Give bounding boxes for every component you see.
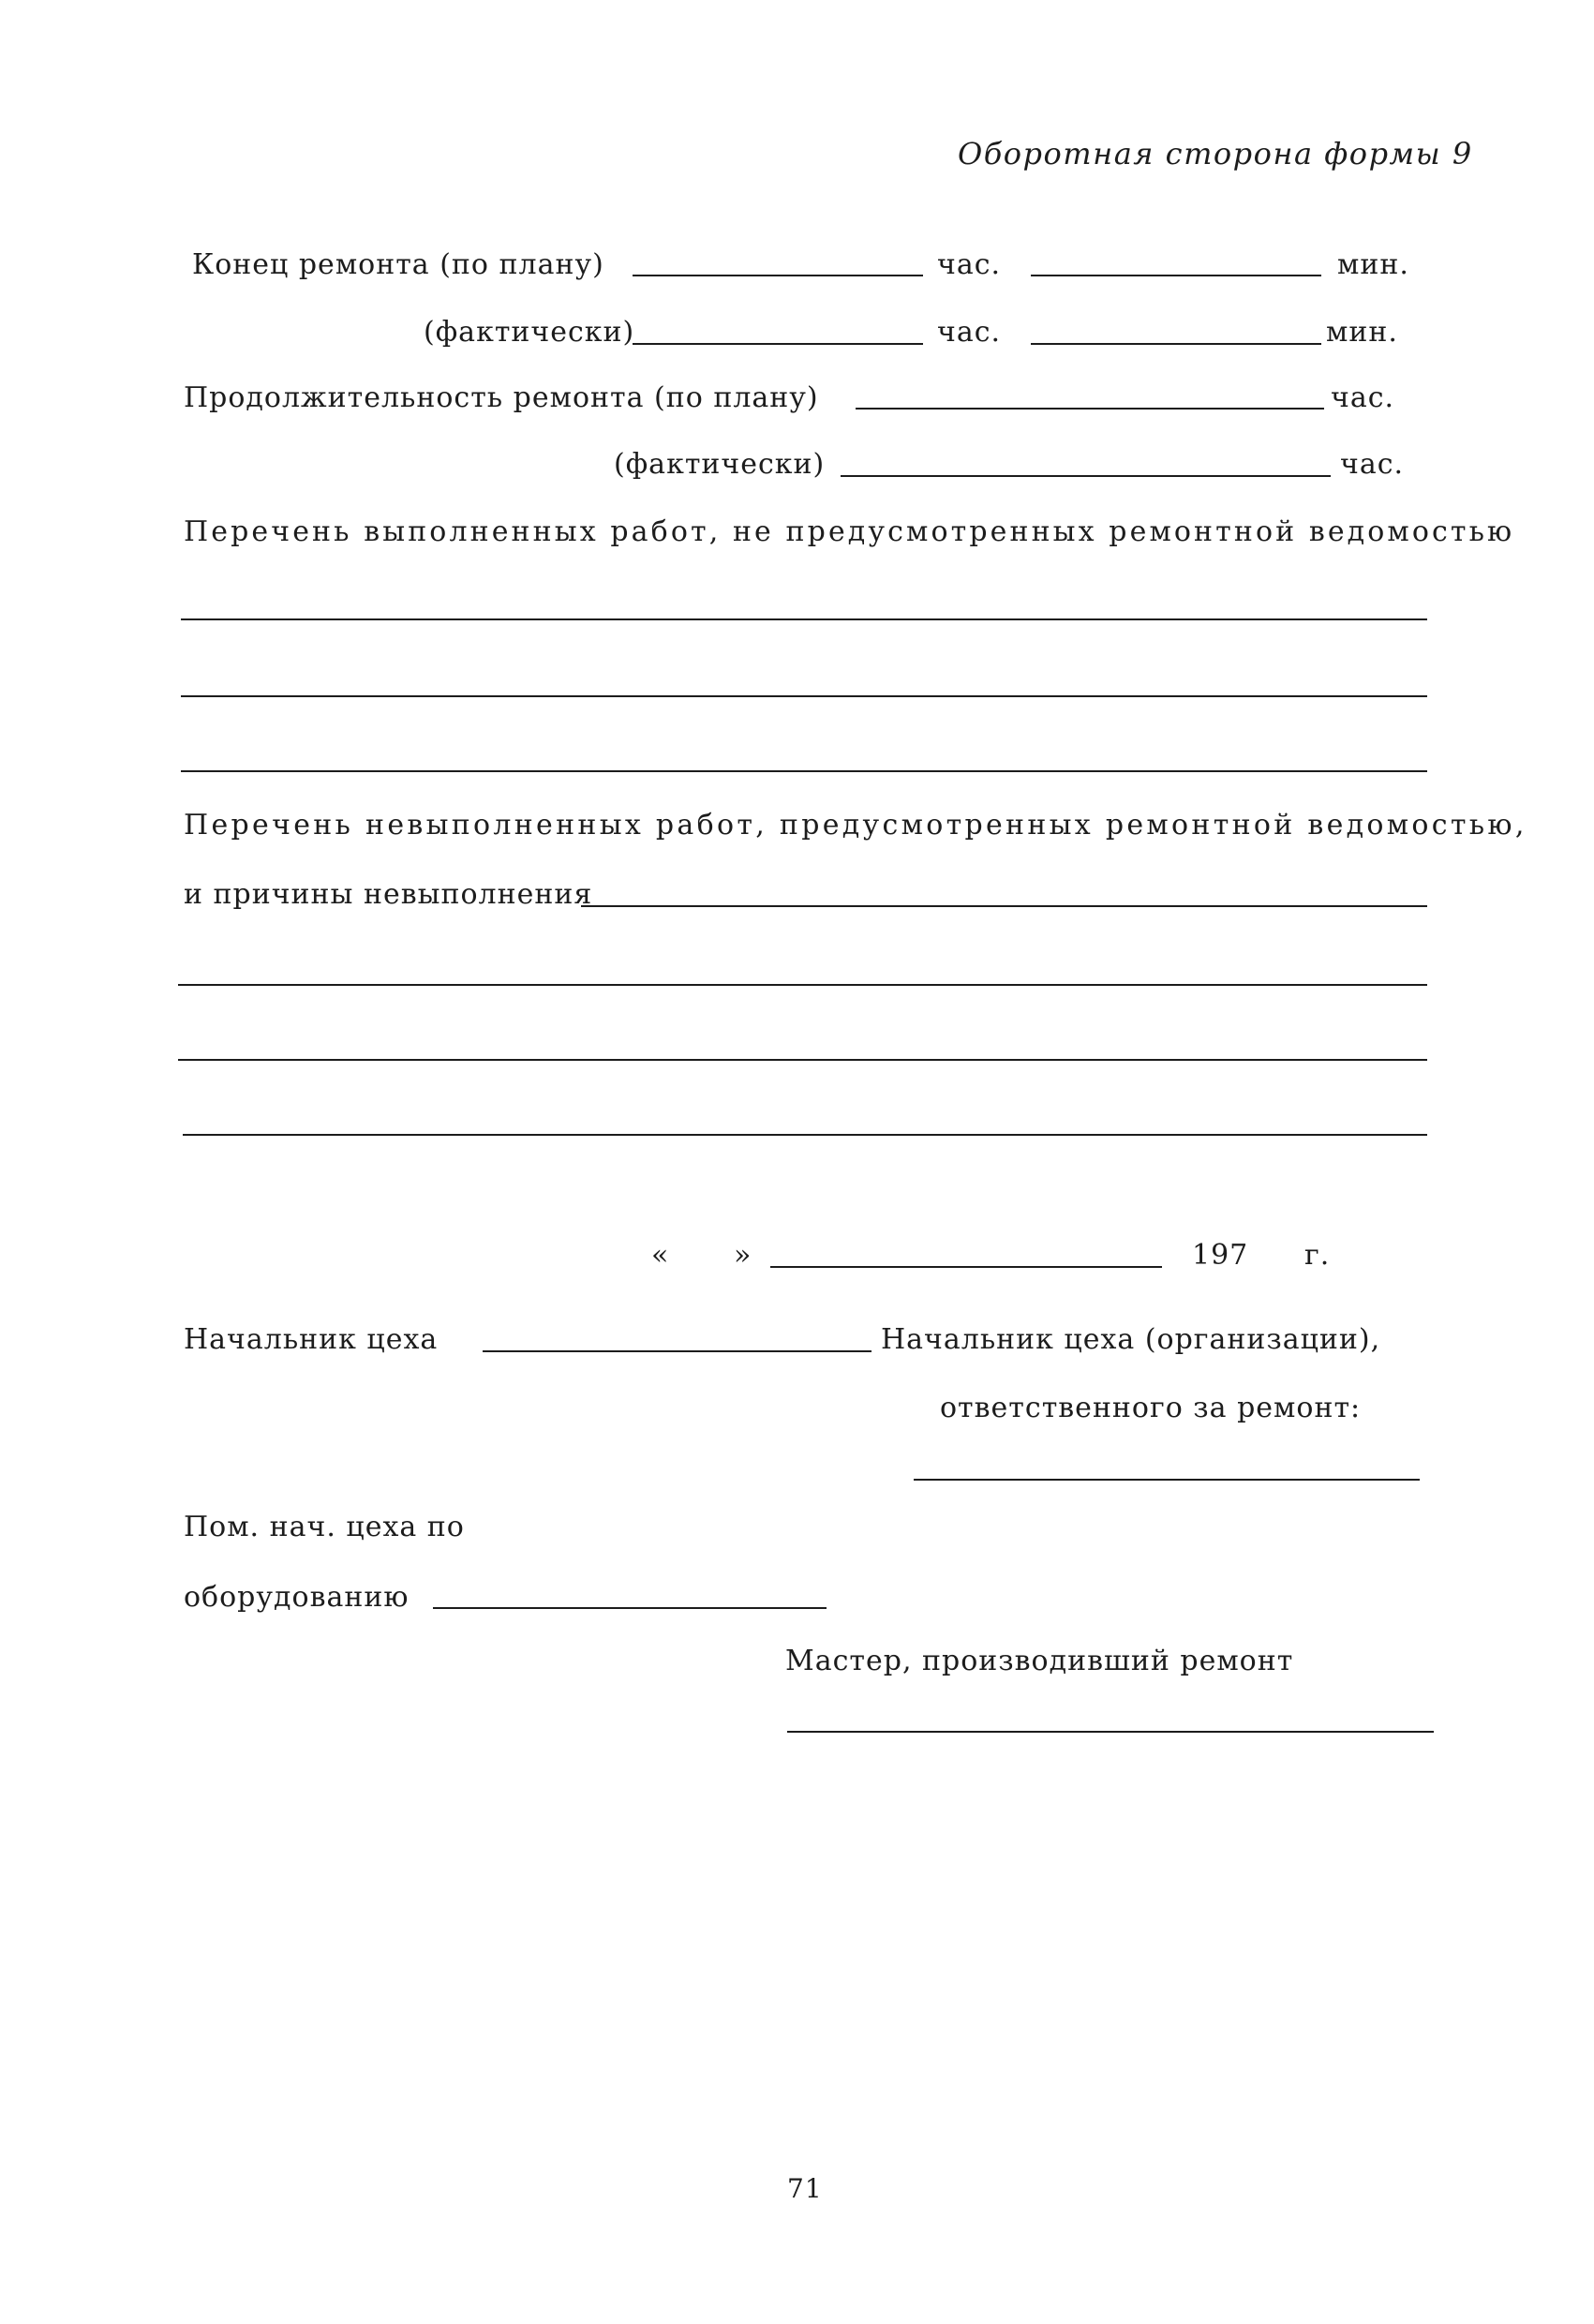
responsible-head-label: Начальник цеха (организации), [881,1323,1381,1356]
assistant-head-label: Пом. нач. цеха по [184,1511,465,1543]
repair-end-actual-label: (фактически) [424,316,635,349]
repair-end-plan-minutes-field[interactable] [1031,275,1321,276]
unfinished-works-reasons-field[interactable] [581,905,1427,907]
repair-end-plan-hours-field[interactable] [633,275,923,276]
unfinished-works-label: Перечень невыполненных работ, предусмотренных ремонтной ведомостью, [184,809,1527,842]
assistant-head-label-cont: оборудованию [184,1581,410,1614]
date-close-quote: » [734,1239,752,1272]
date-open-quote: « [651,1239,670,1272]
foreman-signature-field[interactable] [787,1731,1434,1733]
assistant-head-signature-field[interactable] [433,1607,827,1609]
page-number: 71 [787,2173,823,2204]
unfinished-works-line-3[interactable] [183,1134,1427,1136]
shop-head-label: Начальник цеха [184,1323,439,1356]
date-year-suffix: г. [1304,1239,1331,1272]
repair-end-plan-minutes-unit: мин. [1337,248,1409,281]
repair-duration-actual-label: (фактически) [614,448,826,481]
date-year: 197 [1192,1239,1249,1272]
unfinished-works-reasons-label: и причины невыполнения [184,878,593,911]
unfinished-works-line-2[interactable] [178,1059,1427,1061]
repair-duration-plan-label: Продолжительность ремонта (по плану) [184,381,819,414]
repair-end-actual-hours-unit: час. [937,316,1002,349]
repair-end-actual-minutes-field[interactable] [1031,343,1321,345]
date-month-field[interactable] [770,1266,1162,1268]
repair-end-actual-hours-field[interactable] [633,343,923,345]
extra-works-line-1[interactable] [181,618,1427,620]
responsible-head-signature-field[interactable] [914,1479,1420,1481]
unfinished-works-line-1[interactable] [178,984,1427,986]
repair-duration-plan-unit: час. [1331,381,1395,414]
repair-end-plan-label: Конец ремонта (по плану) [192,248,604,281]
form-caption: Оборотная сторона формы 9 [958,136,1473,171]
responsible-head-label-cont: ответственного за ремонт: [940,1392,1362,1424]
repair-duration-plan-field[interactable] [856,408,1324,410]
shop-head-signature-field[interactable] [483,1350,871,1352]
foreman-label: Мастер, производивший ремонт [785,1645,1294,1677]
repair-duration-actual-field[interactable] [841,475,1331,477]
extra-works-line-3[interactable] [181,770,1427,772]
repair-end-actual-minutes-unit: мин. [1326,316,1398,349]
repair-duration-actual-unit: час. [1340,448,1405,481]
extra-works-label: Перечень выполненных работ, не предусмотренных ремонтной ведомостью [184,515,1515,548]
extra-works-line-2[interactable] [181,695,1427,697]
repair-end-plan-hours-unit: час. [937,248,1002,281]
